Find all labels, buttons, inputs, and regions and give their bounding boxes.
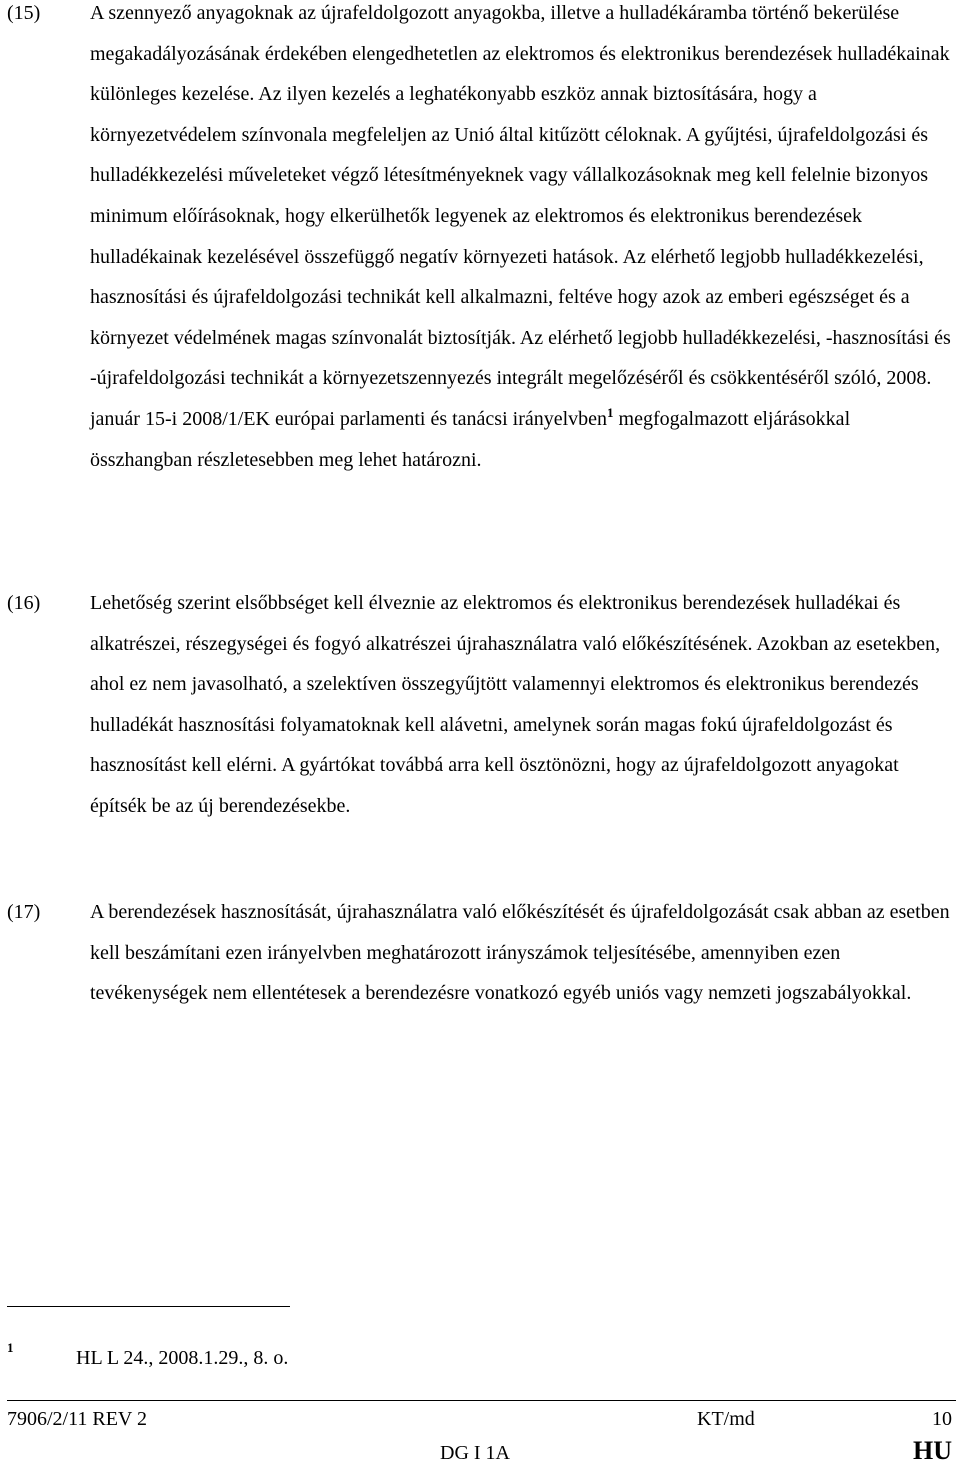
footnote-reference[interactable]: 1 — [607, 404, 614, 420]
footer-initials: KT/md — [697, 1408, 755, 1430]
footer-page-number: 10 — [932, 1408, 952, 1430]
paragraph-text: A berendezések hasznosítását, újrahasználatra való előkészítését és újrafeldolgozását csak abban az esetben kell beszámítani ezen irányelvben meghatározott irányszámok teljesítésébe, amennyiben ezen tevékenységek nem ellentétesek a berendezésre vonatkozó egyéb uniós vagy nemzeti jogszabályokkal. — [90, 901, 950, 1005]
footer-divider — [7, 1400, 956, 1401]
paragraph-number: (16) — [7, 592, 41, 614]
footer-document-reference: 7906/2/11 REV 2 — [7, 1408, 148, 1430]
footnote-separator — [7, 1306, 290, 1307]
paragraph-text: Lehetőség szerint elsőbbséget kell élveznie az elektromos és elektronikus berendezések hulladékai és alkatrészei, részegységei és fogyó alkatrészei újrahasználatra való előkészítésének. Azokban az esetekben, ahol ez nem javasolható, a szelektíven összegyűjtött valamennyi elektromos és elektronikus berendezés hulladékát hasznosítási folyamatoknak kell alávetni, amelynek során magas fokú újrafeldolgozást és hasznosítást kell elérni. A gyártókat továbbá arra kell ösztönözni, hogy az újrafeldolgozott anyagokat építsék be az új berendezésekbe. — [90, 592, 941, 817]
paragraph-text-continued: megfogalmazott eljárásokkal összhangban részletesebben meg lehet határozni. — [90, 407, 851, 471]
footnote-text: HL L 24., 2008.1.29., 8. o. — [76, 1347, 289, 1369]
footer-language-code: HU — [913, 1436, 952, 1465]
paragraph-text-main: A szennyező anyagoknak az újrafeldolgozott anyagokba, illetve a hulladékáramba történő bekerülése megakadályozásának érdekében elengedhetetlen az elektromos és elektronikus berendezések hulladékainak különleges kezelése. Az ilyen kezelés a leghatékonyabb eszköz annak biztosítására, hogy a környezetvédelem színvonala megfeleljen az Unió által kitűzött céloknak. A gyűjtési, újrafeldolgozási és hulladékkezelési műveleteket végző létesítményeknek vagy vállalkozásoknak meg kell felelnie bizonyos minimum előírásoknak, hogy elkerülhetők legyenek az elektromos és elektronikus berendezések hulladékainak kezelésével összefüggő negatív környezeti hatások. Az elérhető legjobb hulladékkezelési, hasznosítási és újrafeldolgozási technikát kell alkalmazni, feltéve hogy azok az emberi egészséget és a környezet védelmének magas színvonalát biztosítják. Az elérhető legjobb hulladékkezelési, -hasznosítási és -újrafeldolgozási technikát a környezetszennyezés integrált megelőzéséről és csökkentéséről szóló, 2008. január 15-i 2008/1/EK európai parlamenti és tanácsi irányelvben — [90, 2, 951, 430]
paragraph-text — [90, 0, 952, 480]
paragraph-number: (15) — [7, 2, 41, 24]
paragraph-number: (17) — [7, 901, 41, 923]
footnote-mark: 1 — [7, 1340, 14, 1355]
footer-directorate: DG I 1A — [440, 1442, 510, 1464]
